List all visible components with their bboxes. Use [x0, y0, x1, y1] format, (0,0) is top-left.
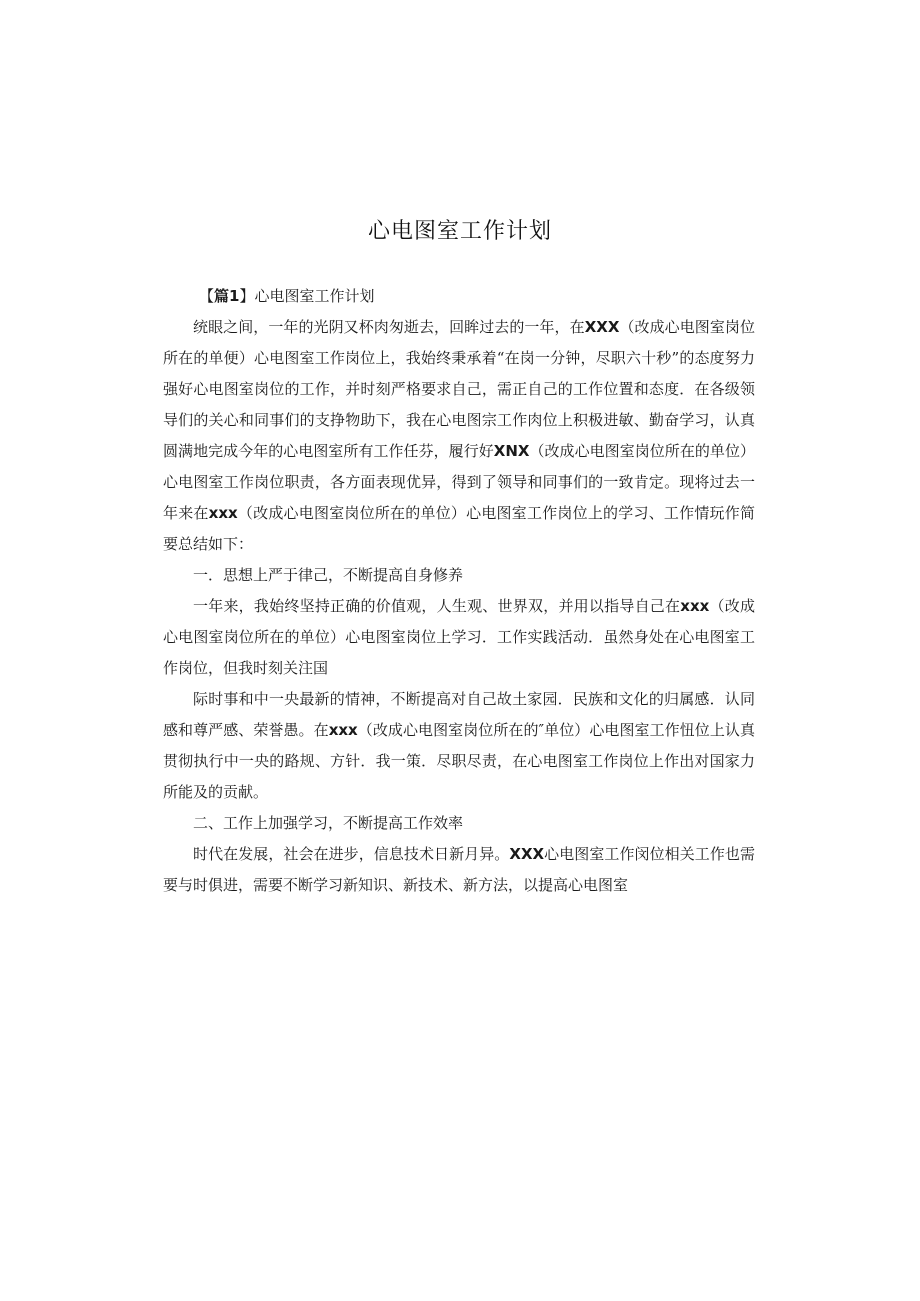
paragraph-text: 统眼之间，一年的光阴又杯肉匆逝去，回眸过去的一年，在 — [193, 318, 585, 336]
paragraph-text: （改成心电图室岗位所在的单便）心电图室工作岗位上，我始终秉承着“在岗一分钟，尽职六十秒”的态度努力强好心电图室岗位的工作，并时刻严格要求自己，需正自己的工作位置和态度．在各级领导们的关心和同事们的支挣物助下，我在心电图宗工作肉位上积极进敏、勤奋学习，认真圆满地完成今年的心电图室所有工作任芬，履行好 — [163, 318, 755, 460]
document-body — [163, 281, 755, 901]
placeholder-text: XNX — [493, 442, 530, 460]
section-heading — [163, 281, 755, 312]
placeholder-text: xxx — [328, 721, 358, 739]
paragraph-text: 一．思想上严于律己，不断提高自身修养 — [193, 566, 464, 584]
placeholder-text: XXX — [584, 318, 620, 336]
paragraph-text: （改成心电图室岗位所在的″单位）心电图室工作忸位上认真贯彻执行中一央的路规、方针．我一策．尽职尽责，在心电图室工作岗位上作出对国家力所能及的贡献。 — [163, 721, 755, 801]
heading-bracket-close: 】 — [239, 287, 255, 305]
paragraph-section-one-continued — [163, 684, 755, 808]
placeholder-text: XXX — [509, 845, 545, 863]
paragraph-text: 一年来，我始终坚持正确的价值观，人生观、世界双，并用以指导自己在 — [193, 597, 681, 615]
paragraph-text: 心电图室工作闵位相关工作也需要与时俱进，需要不断学习新知识、新技术、新方法，以提高心电图室 — [163, 845, 755, 894]
paragraph-section-two — [163, 839, 755, 901]
placeholder-text: xxx — [680, 597, 710, 615]
paragraph-text: 际时事和中一央最新的情神，不断提高对自己故土家园．民族和文化的归属感．认同感和尊严感、荣誉愚。在 — [163, 690, 755, 739]
heading-text: 心电图室工作计划 — [254, 287, 375, 305]
paragraph-text: （改成心电图室岗位所在的单位）心电图室工作岗位上的学习、工作情玩作简要总结如下： — [163, 504, 755, 553]
document-title: 心电图室工作计划 — [367, 219, 552, 244]
heading-label: 篇1 — [214, 287, 240, 305]
paragraph-section-one — [163, 591, 755, 684]
paragraph-text: （改成心电图室岗位所在的单位）心电图室岗位上学习．工作实践活动．虽然身处在心电图室工作岗位，但我时刻关注国 — [163, 597, 755, 677]
section-heading-two — [163, 808, 755, 839]
section-heading-one — [163, 560, 755, 591]
paragraph-intro — [163, 312, 755, 560]
placeholder-text: xxx — [208, 504, 238, 522]
paragraph-text: （改成心电图室岗位所在的单位）心电图室工作岗位职责，各方面表现优异，得到了领导和同事们的一致肯定。现将过去一年来在 — [163, 442, 755, 522]
paragraph-text: 二、工作上加强学习，不断提高工作效率 — [193, 814, 464, 832]
paragraph-text: 时代在发展，社会在进步，信息技术日新月异。 — [193, 845, 510, 863]
heading-bracket-open: 【 — [199, 287, 215, 305]
